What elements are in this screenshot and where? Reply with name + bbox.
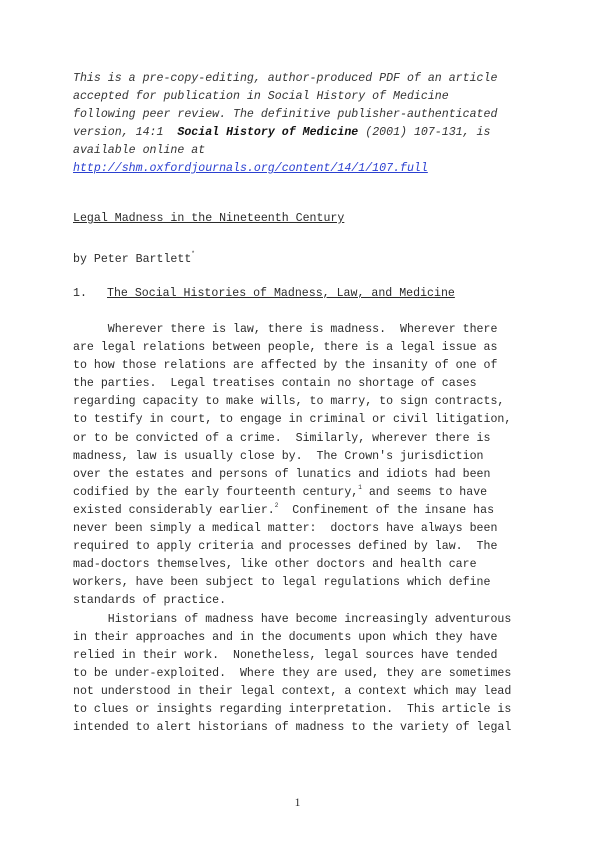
body-line: Historians of madness have become increasingly adventurous bbox=[73, 612, 512, 626]
journal-name: Social History of Medicine bbox=[177, 126, 359, 139]
body-line: over the estates and persons of lunatics and idiots had been bbox=[73, 467, 491, 481]
body-line: mad-doctors themselves, like other doctors and health care bbox=[73, 558, 477, 572]
notice-line: following peer review. The definitive publisher-authenticated bbox=[73, 108, 498, 121]
body-line: not understood in their legal context, a context which may lead bbox=[73, 684, 512, 698]
author-name: by Peter Bartlett bbox=[73, 253, 192, 266]
body-line bbox=[73, 502, 523, 520]
body-line: or to be convicted of a crime. Similarly, wherever there is bbox=[73, 431, 491, 445]
body-line: in their approaches and in the documents upon which they have bbox=[73, 630, 498, 644]
body-line: to how those relations are affected by the insanity of one of bbox=[73, 359, 498, 373]
body-line: the parties. Legal treatises contain no shortage of cases bbox=[73, 377, 477, 391]
body-line: to be under-exploited. Where they are used, they are sometimes bbox=[73, 666, 512, 680]
page-number: 1 bbox=[294, 796, 301, 809]
body-line: workers, have been subject to legal regulations which define bbox=[73, 576, 491, 590]
notice-line: available online at bbox=[73, 144, 206, 157]
body-line: to testify in court, to engage in criminal or civil litigation, bbox=[73, 413, 512, 427]
section-title: The Social Histories of Madness, Law, and Medicine bbox=[107, 287, 455, 300]
footnote-ref-2[interactable]: 2 bbox=[274, 501, 279, 509]
article-link[interactable]: http://shm.oxfordjournals.org/content/14/1/107.full bbox=[73, 162, 428, 175]
body-line: madness, law is usually close by. The Crown's jurisdiction bbox=[73, 449, 484, 463]
body-line: standards of practice. bbox=[73, 594, 227, 608]
body-line: relied in their work. Nonetheless, legal sources have tended bbox=[73, 648, 498, 662]
publication-notice bbox=[73, 70, 543, 178]
body-text bbox=[73, 321, 523, 737]
body-line: never been simply a medical matter: doctors have always been bbox=[73, 522, 498, 536]
notice-pages: (2001) 107-131, is bbox=[358, 126, 491, 139]
body-line: intended to alert historians of madness to the variety of legal bbox=[73, 721, 512, 735]
body-line: are legal relations between people, there is a legal issue as bbox=[73, 341, 498, 355]
author-byline bbox=[73, 250, 195, 266]
body-line: regarding capacity to make wills, to marry, to sign contracts, bbox=[73, 395, 505, 409]
section-number: 1. bbox=[73, 287, 87, 300]
article-title: Legal Madness in the Nineteenth Century bbox=[73, 212, 345, 225]
body-line-text: codified by the early fourteenth century, bbox=[73, 485, 359, 499]
footnote-ref-1[interactable]: 1 bbox=[358, 483, 362, 491]
author-footnote-mark[interactable]: * bbox=[191, 250, 195, 257]
notice-version: version, 14:1 bbox=[73, 126, 178, 139]
notice-line: This is a pre-copy-editing, author-produced PDF of an article bbox=[73, 72, 498, 85]
notice-line: accepted for publication in Social History of Medicine bbox=[73, 90, 449, 103]
body-line: to clues or insights regarding interpretation. This article is bbox=[73, 702, 512, 716]
body-line: required to apply criteria and processes defined by law. The bbox=[73, 540, 498, 554]
body-line-text: and seems to have bbox=[361, 485, 488, 499]
section-heading bbox=[73, 287, 455, 300]
body-line-text: Confinement of the insane has bbox=[278, 503, 495, 517]
body-line: Wherever there is law, there is madness. Wherever there bbox=[73, 323, 498, 336]
notice-line bbox=[73, 124, 543, 142]
body-line-text: existed considerably earlier. bbox=[73, 503, 275, 517]
body-line bbox=[73, 484, 523, 502]
